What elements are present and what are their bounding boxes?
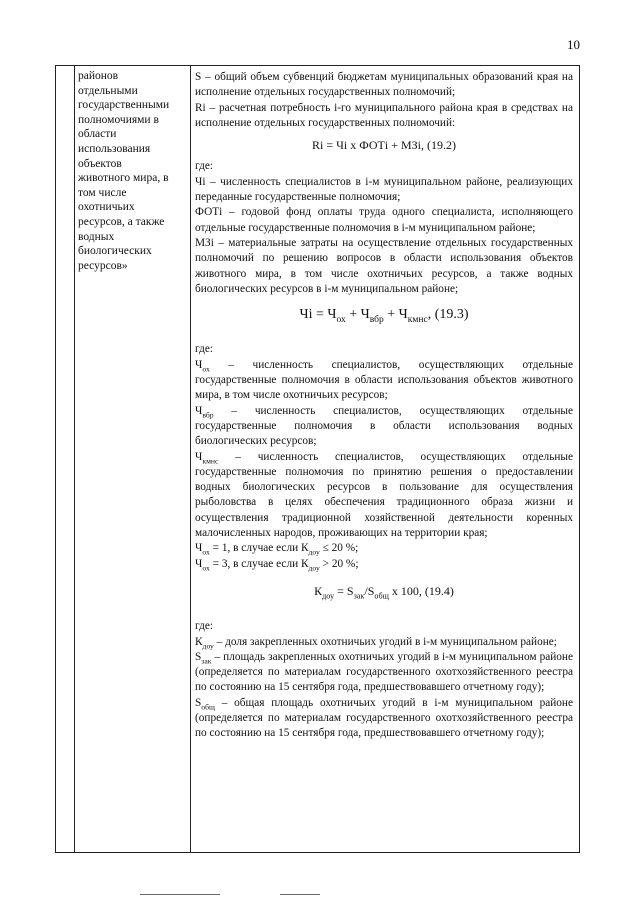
symbol-subscript: доу xyxy=(202,640,214,650)
symbol: Ч xyxy=(195,358,203,371)
definition-k-dou xyxy=(195,635,573,650)
definition-s-obsh xyxy=(195,696,573,742)
symbol: S xyxy=(195,650,202,663)
bottom-cut-off-marks xyxy=(140,894,340,896)
formula-subscript: общ xyxy=(374,591,389,601)
definition-text: – численность специалистов, осуществляющих отдельные государственные полномочия в области использования объектов животного мира, в том числе охотничьих ресурсов; xyxy=(195,358,573,402)
definition-s-zak xyxy=(195,650,573,696)
table-cell-area-description xyxy=(78,69,188,273)
symbol: Ч xyxy=(195,542,203,555)
formula-part: + Ч xyxy=(345,307,370,323)
formula-part: К xyxy=(314,583,323,598)
definition-text: – доля закрепленных охотничьих угодий в i-м муниципальном районе; xyxy=(213,635,557,648)
left-cell-line: полномочиями в xyxy=(78,113,159,126)
document-table xyxy=(55,65,580,853)
left-cell-line: области xyxy=(78,128,117,141)
left-cell-line: районов xyxy=(78,70,119,82)
symbol-subscript: кмнс xyxy=(202,455,219,465)
where-label: где: xyxy=(195,160,213,173)
condition-text: > 20 %; xyxy=(319,557,359,570)
condition-1 xyxy=(195,541,573,556)
left-cell-line: ресурсов, а также xyxy=(78,215,165,228)
symbol-subscript: доу xyxy=(308,562,320,572)
symbol-subscript: ох xyxy=(202,562,210,572)
formula-19-2-expression: Ri = Чi x ФОТi + МЗi, xyxy=(312,138,424,153)
formula-part: = S xyxy=(334,583,354,598)
formula-19-4 xyxy=(195,584,573,599)
symbol: Ч xyxy=(195,404,203,417)
formula-19-2 xyxy=(195,138,573,153)
table-column-divider xyxy=(190,66,191,852)
definition-ri: Ri – расчетная потребность i-го муниципального района края в средствах на исполнение отдельных государственных полномочий: xyxy=(195,101,573,129)
formula-subscript: зак xyxy=(353,591,365,601)
symbol-subscript: зак xyxy=(201,656,212,666)
table-cell-formula-description xyxy=(195,70,573,742)
formula-part: /S xyxy=(364,583,375,598)
definition-ch-vbr xyxy=(195,404,573,450)
formula-19-2-number: (19.2) xyxy=(426,138,456,153)
condition-text: ≤ 20 %; xyxy=(319,542,359,555)
left-cell-line: водных xyxy=(78,230,115,243)
definition-text: – общая площадь охотничьих угодий в i-м муниципальном районе (определяется по материалам государственного охотхозяйственного реестра по состоянию на 15 сентября года, предшествовавшего отчетному году); xyxy=(195,696,573,740)
left-cell-line: том числе xyxy=(78,186,127,199)
condition-text: = 1, в случае если К xyxy=(209,542,309,555)
cut-off-line xyxy=(140,894,220,895)
formula-subscript: кмнс xyxy=(407,314,428,325)
symbol-subscript: вбр xyxy=(202,409,214,419)
formula-subscript: ох xyxy=(336,314,346,325)
condition-text: = 3, в случае если К xyxy=(209,557,309,570)
formula-part: , (19.3) xyxy=(427,307,469,323)
symbol-subscript: доу xyxy=(308,547,320,557)
symbol-subscript: ох xyxy=(202,547,210,557)
definition-text: – площадь закрепленных охотничьих угодий в i-м муниципальном районе (определяется по материалам государственного охотхозяйственного реестра по состоянию на 15 сентября года, предшествовавшего отчетному году); xyxy=(195,650,573,694)
left-cell-line: объектов xyxy=(78,157,122,170)
symbol-subscript: общ xyxy=(201,701,215,711)
left-cell-line: ресурсов» xyxy=(78,259,128,272)
left-cell-line: государственными xyxy=(78,99,170,112)
formula-subscript: вбр xyxy=(369,314,384,325)
definition-ch-kmns xyxy=(195,450,573,542)
definition-mzi: МЗi – материальные затраты на осуществление отдельных государственных полномочий по решению вопросов в области использования объектов животного мира, в том числе охотничьих ресурсов, а также водных биологических ресурсов в i-м муниципальном районе; xyxy=(195,236,573,295)
symbol: К xyxy=(195,635,203,648)
symbol: Ч xyxy=(195,450,203,463)
formula-part: x 100, (19.4) xyxy=(388,583,454,598)
where-label: где: xyxy=(195,343,213,356)
page-number: 10 xyxy=(567,37,580,52)
symbol: S xyxy=(195,696,202,709)
where-label: где: xyxy=(195,620,213,633)
left-cell-line: охотничьих xyxy=(78,201,135,214)
formula-subscript: доу xyxy=(322,591,335,601)
definition-s: S – общий объем субвенций бюджетам муниципальных образований края на исполнение отдельных государственных полномочий; xyxy=(195,71,573,99)
definition-text: – численность специалистов, осуществляющих отдельные государственные полномочия в области использования водных биологических ресурсов; xyxy=(195,404,573,448)
definition-chi: Чi – численность специалистов в i-м муниципальном районе, реализующих переданные государственные полномочия; xyxy=(195,175,573,204)
left-cell-line: биологических xyxy=(78,245,152,258)
definition-foti: ФОТi – годовой фонд оплаты труда одного специалиста, исполняющего отдельные государственные полномочия в i-м муниципальном районе; xyxy=(195,206,573,234)
left-cell-line: отдельными xyxy=(78,84,138,97)
left-cell-line: использования xyxy=(78,142,151,155)
formula-part: Чi = Ч xyxy=(299,307,337,323)
definition-ch-oh xyxy=(195,358,573,404)
left-cell-line: животного мира, в xyxy=(78,172,169,185)
condition-2 xyxy=(195,557,573,572)
symbol-subscript: ох xyxy=(202,364,210,373)
cut-off-line xyxy=(280,894,320,895)
formula-part: + Ч xyxy=(383,307,408,323)
symbol: Ч xyxy=(195,557,203,570)
formula-19-3 xyxy=(195,307,573,325)
table-column-divider xyxy=(74,66,75,852)
definition-text: – численность специалистов, осуществляющих отдельные государственные полномочия по принятию решения о предоставлении водных биологических ресурсов в пользование для осуществления рыболовства в целях обеспечения традиционного образа жизни и осуществления традиционной хозяйственной деятельности коренных малочисленных народов, проживающих на территории края; xyxy=(195,450,573,540)
